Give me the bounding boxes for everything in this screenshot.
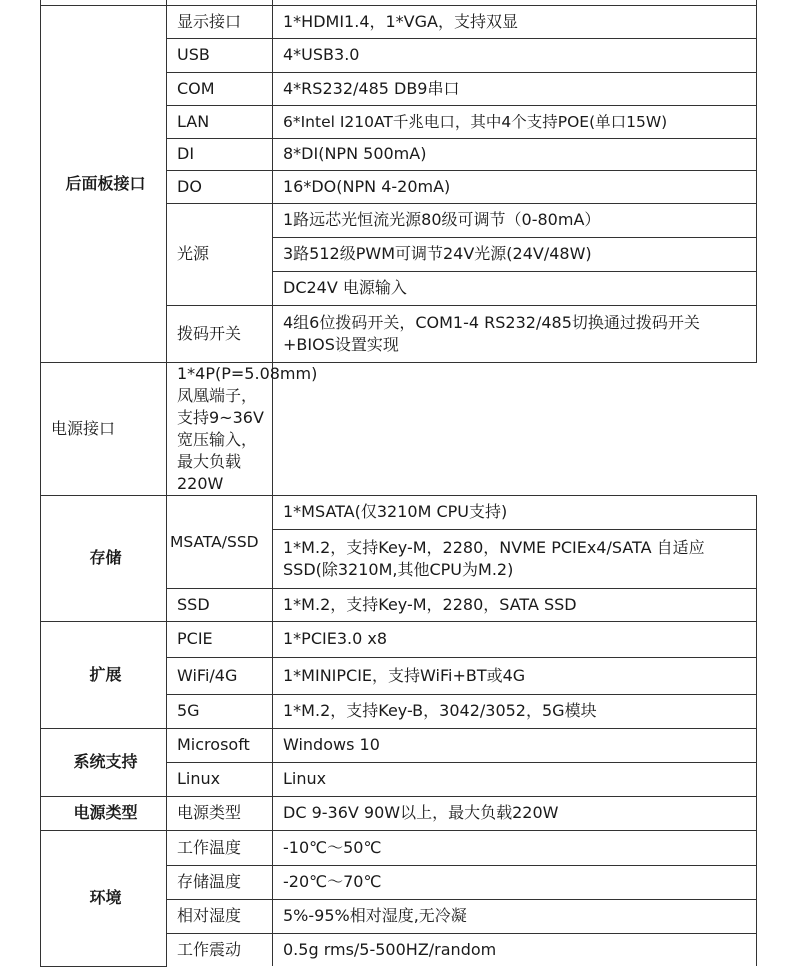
row-label: WiFi/4G xyxy=(167,657,273,694)
row-value: 1*HDMI1.4，1*VGA，支持双显 xyxy=(273,5,757,38)
row-value: 1*4P(P=5.08mm)凤凰端子，支持9~36V宽压输入，最大负载220W xyxy=(167,362,273,495)
row-label: 相对湿度 xyxy=(167,899,273,933)
row-label: DI xyxy=(167,138,273,170)
row-label: 存储温度 xyxy=(167,865,273,899)
row-label: 电源接口 xyxy=(41,362,167,495)
row-value: 1*M.2，支持Key-M，2280，SATA SSD xyxy=(273,588,757,621)
group-environment: 环境 xyxy=(41,830,167,966)
row-value: Windows 10 xyxy=(273,728,757,762)
row-value: 0.5g rms/5-500HZ/random xyxy=(273,933,757,966)
row-value: 8*DI(NPN 500mA) xyxy=(273,138,757,170)
row-label: 5G xyxy=(167,694,273,728)
row-value: 4*RS232/485 DB9串口 xyxy=(273,72,757,105)
table-row xyxy=(41,796,757,830)
table-row xyxy=(41,5,757,38)
row-label: 工作温度 xyxy=(167,830,273,865)
row-label: USB xyxy=(167,38,273,72)
row-value: 6*Intel I210AT千兆电口，其中4个支持POE(单口15W) xyxy=(273,105,757,138)
group-expansion: 扩展 xyxy=(41,621,167,728)
row-value: 1*MSATA(仅3210M CPU支持) xyxy=(273,495,757,529)
row-label: PCIE xyxy=(167,621,273,657)
row-label: 光源 xyxy=(167,203,273,305)
row-label: 拨码开关 xyxy=(167,305,273,362)
spec-table xyxy=(40,0,757,967)
row-label: LAN xyxy=(167,105,273,138)
row-value: -10℃～50℃ xyxy=(273,830,757,865)
group-rear-panel: 后面板接口 xyxy=(41,5,167,362)
row-label: COM xyxy=(167,72,273,105)
row-value: 1*MINIPCIE，支持WiFi+BT或4G xyxy=(273,657,757,694)
row-value: Linux xyxy=(273,762,757,796)
row-label: Linux xyxy=(167,762,273,796)
row-value: 4组6位拨码开关，COM1-4 RS232/485切换通过拨码开关+BIOS设置实现 xyxy=(273,305,757,362)
group-power: 电源类型 xyxy=(41,796,167,830)
group-storage: 存储 xyxy=(41,495,167,621)
table-row xyxy=(41,830,757,865)
row-value: -20℃～70℃ xyxy=(273,865,757,899)
row-value: DC24V 电源输入 xyxy=(273,271,757,305)
table-row xyxy=(41,495,757,529)
row-label: SSD xyxy=(167,588,273,621)
row-label: MSATA/SSD xyxy=(167,495,273,588)
row-value: 1*PCIE3.0 x8 xyxy=(273,621,757,657)
row-value: 5%-95%相对湿度,无冷凝 xyxy=(273,899,757,933)
row-value: 4*USB3.0 xyxy=(273,38,757,72)
row-label: DO xyxy=(167,170,273,203)
row-value: 1*M.2，支持Key-B，3042/3052，5G模块 xyxy=(273,694,757,728)
row-label: 工作震动 xyxy=(167,933,273,966)
group-os: 系统支持 xyxy=(41,728,167,796)
row-value: 16*DO(NPN 4-20mA) xyxy=(273,170,757,203)
row-value: 3路512级PWM可调节24V光源(24V/48W) xyxy=(273,237,757,271)
row-value: DC 9-36V 90W以上，最大负载220W xyxy=(273,796,757,830)
table-row xyxy=(41,621,757,657)
row-label: Microsoft xyxy=(167,728,273,762)
table-row xyxy=(41,728,757,762)
row-label: 显示接口 xyxy=(167,5,273,38)
row-value: 1*M.2，支持Key-M，2280，NVME PCIEx4/SATA 自适应SSD(除3210M,其他CPU为M.2) xyxy=(273,529,757,588)
table-row xyxy=(41,362,757,495)
row-value: 1路远芯光恒流光源80级可调节（0-80mA） xyxy=(273,203,757,237)
row-label: 电源类型 xyxy=(167,796,273,830)
